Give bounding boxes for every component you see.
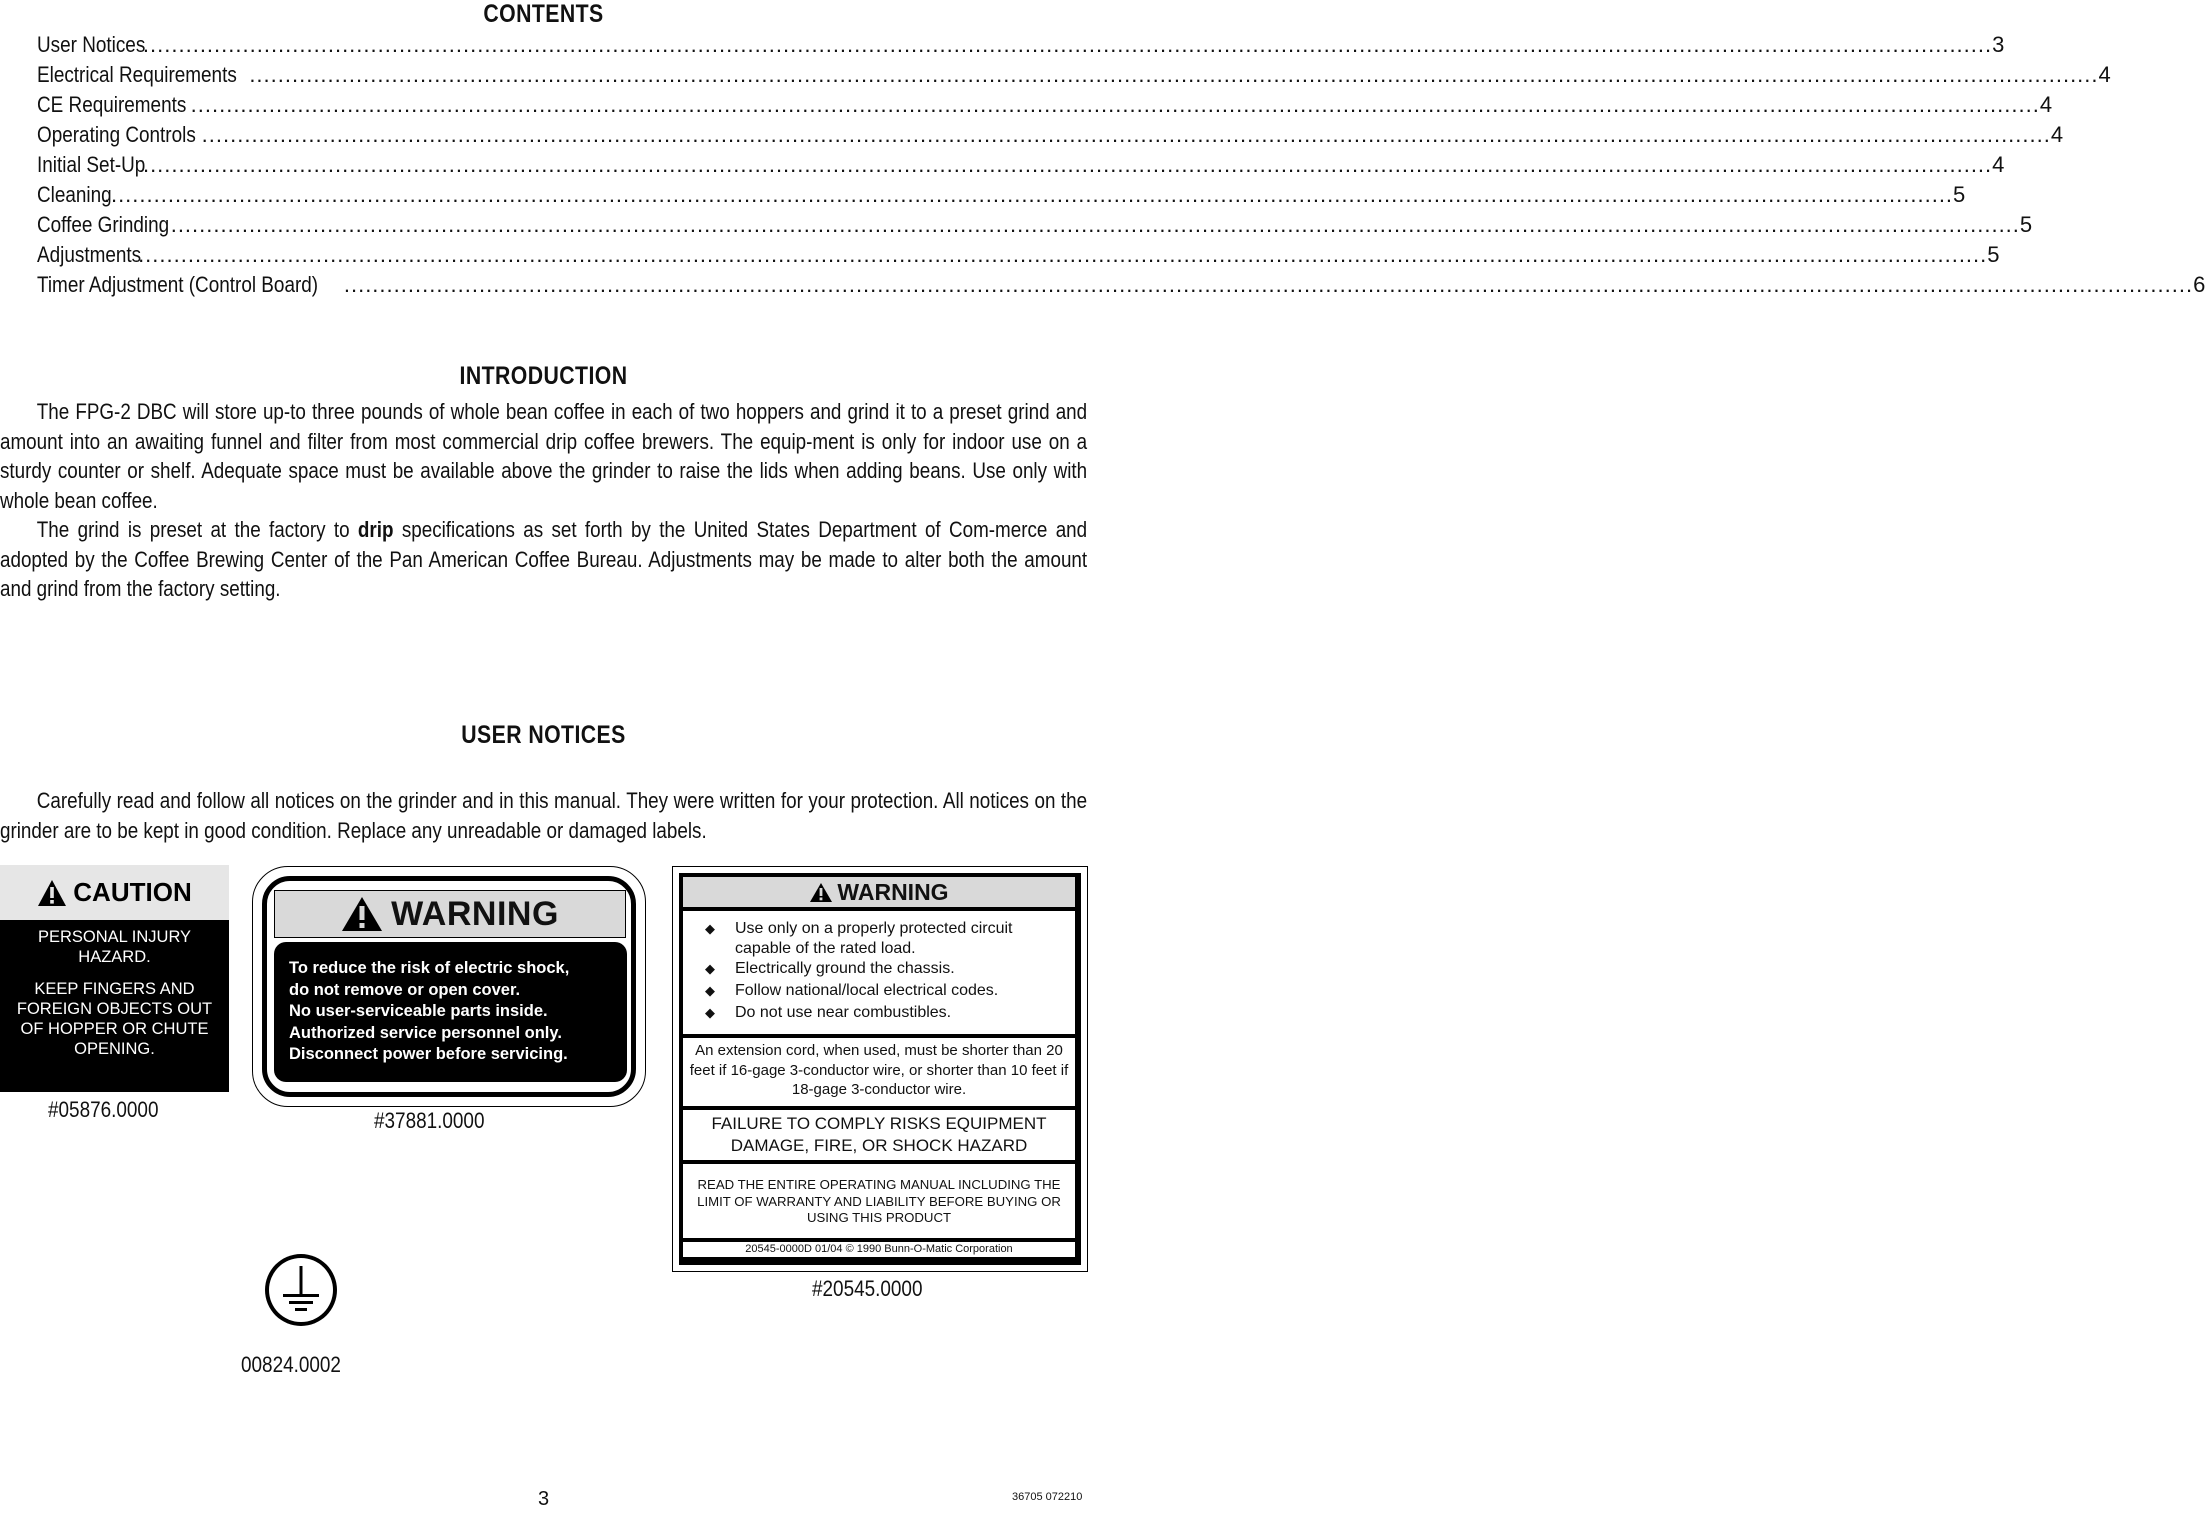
toc-entry-page: 4 (2098, 62, 2111, 87)
toc-leader-dots: .................................................................................................................................................................................................................................................................... (138, 242, 1988, 267)
drip-emphasis: drip (357, 517, 394, 542)
toc-entry (37, 210, 2033, 240)
electrical-warning-bullets (683, 911, 1075, 1034)
toc-leader-dots: .................................................................................................................................................................................................................................................................... (142, 152, 1993, 177)
user-notices-paragraph: Carefully read and follow all notices on the grinder and in this manual. They were written for your protection. All notices on the grinder are to be kept in good condition. Replace any unreadable or damaged labels. (0, 788, 1088, 843)
toc-leader-dots: .................................................................................................................................................................................................................................................................... (142, 32, 1993, 57)
warning-bullet (707, 1003, 1067, 1023)
caution-title: CAUTION (73, 877, 192, 907)
toc-entry (37, 60, 2111, 90)
warning-triangle-icon (809, 882, 833, 903)
caution-line-1: PERSONAL INJURY HAZARD. (37, 928, 192, 966)
introduction-heading: INTRODUCTION (459, 362, 628, 390)
toc-entry-label: Initial Set-Up (37, 152, 146, 177)
shock-warning-line: Authorized service personnel only. (289, 1023, 562, 1042)
caution-line-2: KEEP FINGERS AND FOREIGN OBJECTS OUT OF HOPPER OR CHUTE OPENING. (16, 980, 213, 1058)
toc-entry-label: Adjustments (37, 242, 142, 267)
introduction-paragraph-2: The grind is preset at the factory to drip specifications as set forth by the United States Department of Com-merce and adopted by the Coffee Brewing Center of the Pan American Coffee Bureau. Adjustments may be made to alter both the amount and grind from the factory setting. (0, 517, 1088, 601)
warning-bullet-text: Follow national/local electrical codes. (735, 982, 999, 999)
toc-entry (37, 270, 2205, 300)
introduction-paragraph-1: The FPG-2 DBC will store up-to three pounds of whole bean coffee in each of two hoppers and grind it to a preset grind and amount into an awaiting funnel and filter from most commercial drip coffee brewers. The equip-ment is only for indoor use on a sturdy counter or shelf. Adequate space must be available above the grinder to raise the lids when adding beans. Use only with whole bean coffee. (0, 399, 1088, 513)
toc-entry-page: 6 (2193, 272, 2205, 297)
toc-entry (37, 180, 1966, 210)
shock-warning-text (289, 958, 569, 1066)
ground-symbol-icon (263, 1252, 339, 1328)
user-notices-heading: USER NOTICES (461, 721, 626, 749)
toc-entry-page: 5 (1987, 242, 2000, 267)
toc-entry-label: Electrical Requirements (37, 62, 237, 87)
warning-bullet (707, 981, 1067, 1001)
table-of-contents (37, 30, 2205, 300)
contents-heading: CONTENTS (483, 0, 604, 28)
toc-entry (37, 240, 2000, 270)
toc-entry-label: Coffee Grinding (37, 212, 170, 237)
toc-entry (37, 120, 2064, 150)
caution-part-number: #05876.0000 (48, 1097, 159, 1122)
toc-leader-dots: .................................................................................................................................................................................................................................................................... (249, 62, 2099, 87)
read-manual-notice: READ THE ENTIRE OPERATING MANUAL INCLUDING THE LIMIT OF WARRANTY AND LIABILITY BEFORE BUYING OR USING THIS PRODUCT (683, 1164, 1075, 1238)
diamond-bullet-icon: ◆ (705, 983, 715, 998)
toc-entry-page: 4 (1992, 152, 2005, 177)
shock-warning-title: WARNING (391, 894, 559, 933)
page-number: 3 (538, 1488, 550, 1510)
toc-entry-label: Cleaning (37, 182, 112, 207)
warning-triangle-icon (341, 896, 383, 932)
diamond-bullet-icon: ◆ (705, 961, 715, 976)
warning-bullet-text: Use only on a properly protected circuit capable of the rated load. (735, 920, 1013, 957)
toc-leader-dots: .................................................................................................................................................................................................................................................................... (201, 122, 2051, 147)
shock-warning-line: Disconnect power before servicing. (289, 1045, 568, 1063)
warning-bullet (707, 919, 1067, 959)
electrical-warning-title: WARNING (837, 878, 949, 905)
warning-bullet (707, 959, 1067, 979)
toc-entry-label: Operating Controls (37, 122, 196, 147)
toc-entry-label: Timer Adjustment (Control Board) (37, 272, 319, 297)
failure-notice: FAILURE TO COMPLY RISKS EQUIPMENT DAMAGE, FIRE, OR SHOCK HAZARD (683, 1110, 1075, 1160)
toc-leader-dots: .................................................................................................................................................................................................................................................................... (343, 272, 2194, 297)
diamond-bullet-icon: ◆ (705, 921, 715, 936)
shock-warning-line: To reduce the risk of electric shock, (289, 959, 570, 977)
warning-triangle-icon (37, 879, 67, 907)
caution-label (0, 865, 229, 1092)
toc-entry-page: 4 (2050, 122, 2064, 147)
label-footer-code: 20545-0000D 01/04 © 1990 Bunn-O-Matic Corporation (683, 1242, 1075, 1257)
electrical-warning-label (672, 866, 1088, 1272)
electrical-warning-part-number: #20545.0000 (812, 1276, 923, 1301)
toc-entry-label: CE Requirements (37, 92, 187, 117)
document-code: 36705 072210 (1012, 1491, 1083, 1503)
toc-entry-page: 5 (1953, 182, 1966, 207)
toc-entry (37, 150, 2005, 180)
extension-cord-notice: An extension cord, when used, must be shorter than 20 feet if 16-gage 3-conductor wire, or shorter than 10 feet if 18-gage 3-conductor wire. (683, 1038, 1075, 1106)
toc-entry-page: 3 (1992, 32, 2005, 57)
warning-bullet-text: Do not use near combustibles. (735, 1004, 952, 1021)
toc-entry (37, 90, 2053, 120)
diamond-bullet-icon: ◆ (705, 1005, 715, 1020)
ground-symbol-part-number: 00824.0002 (241, 1352, 341, 1377)
shock-warning-line: No user-serviceable parts inside. (289, 1002, 548, 1020)
toc-entry-page: 5 (2019, 212, 2033, 237)
toc-entry-label: User Notices (37, 32, 146, 57)
toc-leader-dots: .................................................................................................................................................................................................................................................................... (103, 182, 1954, 207)
toc-leader-dots: .................................................................................................................................................................................................................................................................... (170, 212, 2020, 237)
shock-warning-part-number: #37881.0000 (374, 1108, 485, 1133)
toc-entry (37, 30, 2005, 60)
shock-warning-label (252, 866, 646, 1107)
warning-bullet-text: Electrically ground the chassis. (735, 960, 955, 977)
shock-warning-line: do not remove or open cover. (289, 980, 521, 999)
toc-leader-dots: .................................................................................................................................................................................................................................................................... (190, 92, 2040, 117)
toc-entry-page: 4 (2039, 92, 2053, 117)
electrical-warning-header (683, 877, 1075, 907)
